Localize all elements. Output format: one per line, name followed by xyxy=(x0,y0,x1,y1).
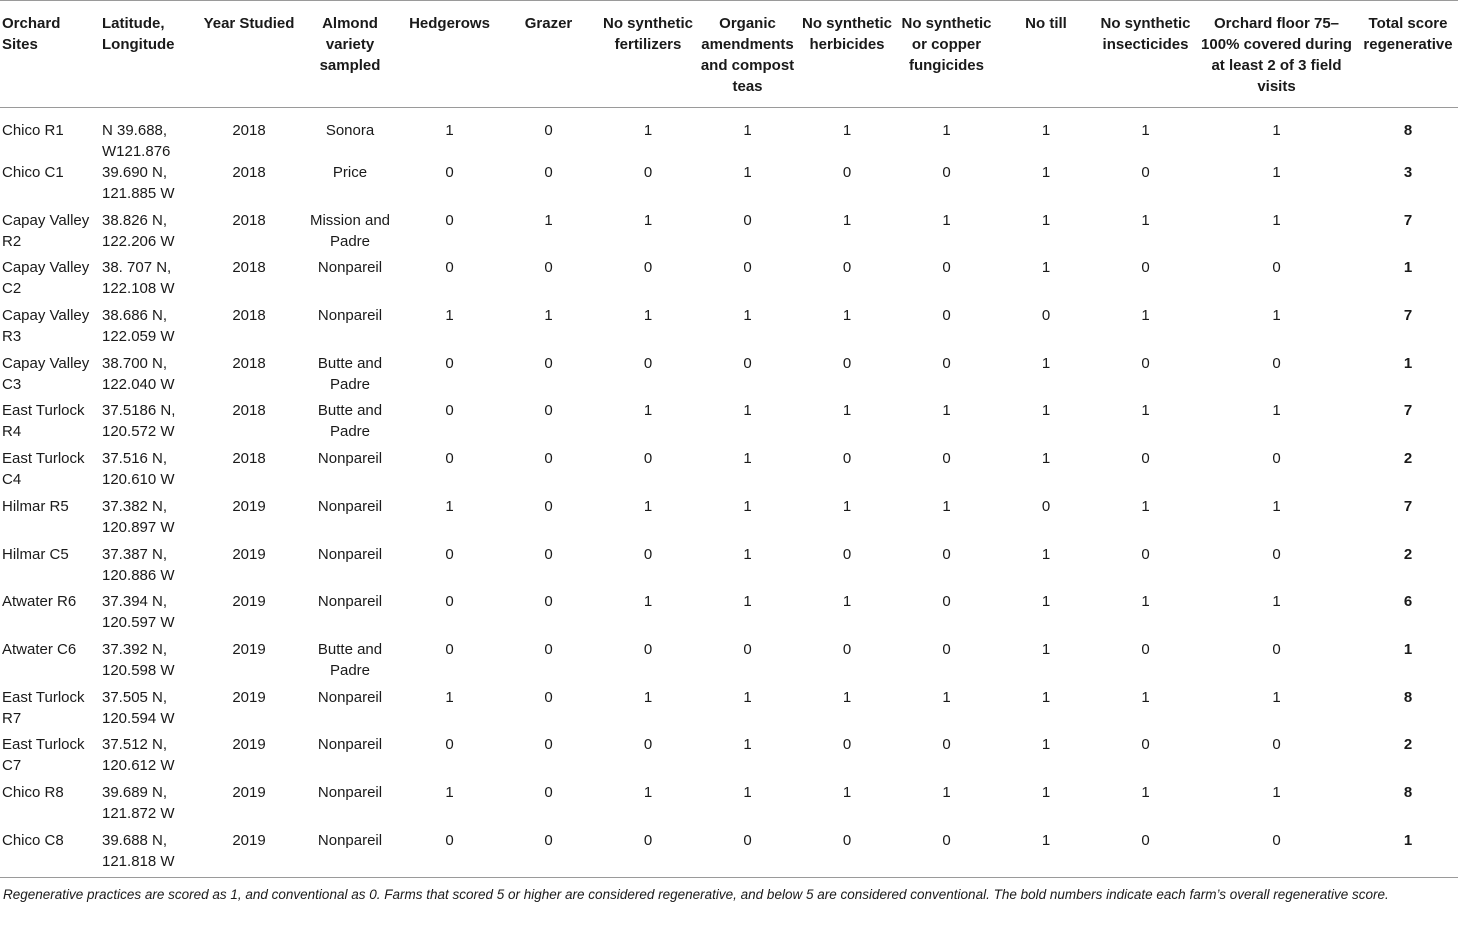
total-score-cell: 6 xyxy=(1403,593,1413,611)
table-cell: 0 xyxy=(942,593,951,611)
table-cell: 0 xyxy=(743,259,752,277)
column-header: Total score regenerative xyxy=(1358,1,1458,108)
table-cell: 0 xyxy=(445,354,454,372)
table-cell: 1 xyxy=(1041,259,1051,277)
table-cell: 1 xyxy=(743,545,752,563)
table-cell: 2019 xyxy=(232,545,266,563)
table-cell: Nonpareil xyxy=(317,450,383,468)
table-cell: 0 xyxy=(445,211,454,229)
table-row xyxy=(0,639,1458,687)
table-cell: 1 xyxy=(842,593,852,611)
total-score-cell: 7 xyxy=(1403,497,1413,515)
table-cell: 1 xyxy=(1041,402,1051,420)
table-cell: 1 xyxy=(1272,497,1281,515)
table-cell: 1 xyxy=(743,307,752,325)
table-cell: 1 xyxy=(743,164,752,181)
table-cell: 1 xyxy=(1141,122,1150,139)
table-cell: 37.5186 N, 120.572 W xyxy=(102,402,176,441)
column-header: Orchard floor 75–100% covered during at least 2 of 3 field visits xyxy=(1195,1,1358,108)
table-cell: 1 xyxy=(1141,307,1150,325)
table-header xyxy=(0,1,1458,108)
table-cell: N 39.688, W121.876 xyxy=(102,122,171,160)
table-cell: 0 xyxy=(643,640,653,658)
table-cell: 2019 xyxy=(198,830,300,878)
table-cell: 0 xyxy=(942,354,951,372)
table-cell: 0 xyxy=(1141,545,1150,563)
table-cell: Nonpareil xyxy=(317,593,383,611)
table-row xyxy=(0,400,1458,448)
table-cell: 0 xyxy=(643,736,653,754)
total-score-cell: 7 xyxy=(1403,402,1413,420)
table-cell: Nonpareil xyxy=(317,688,383,706)
table-cell: 0 xyxy=(1272,450,1281,468)
table-cell: 2018 xyxy=(232,211,266,229)
table-cell: 0 xyxy=(544,122,553,139)
table-cell: 2018 xyxy=(232,259,266,277)
table-cell: 0 xyxy=(1141,354,1150,372)
column-header: Latitude, Longitude xyxy=(100,1,198,108)
table-cell: 1 xyxy=(445,497,454,515)
total-score-cell: 3 xyxy=(1403,164,1413,181)
table-cell: 37.392 N, 120.598 W xyxy=(102,640,175,679)
site-cell: East Turlock R7 xyxy=(2,688,85,727)
table-cell: 39.690 N, 121.885 W xyxy=(102,164,175,202)
table-cell: 0 xyxy=(643,354,653,372)
table-cell: 1 xyxy=(743,593,752,611)
column-header: Grazer xyxy=(499,1,598,108)
table-row xyxy=(0,305,1458,353)
table-cell: 1 xyxy=(544,307,553,325)
table-cell: 1 xyxy=(1041,736,1051,754)
table-cell: 1 xyxy=(445,307,454,325)
table-cell: 0 xyxy=(842,736,852,754)
table-cell: Butte and Padre xyxy=(317,640,383,679)
table-cell: 0 xyxy=(1272,736,1281,754)
site-cell: Capay Valley R2 xyxy=(2,211,90,250)
table-cell: Nonpareil xyxy=(317,736,383,754)
site-cell: Capay Valley C3 xyxy=(2,354,90,393)
total-score-cell: 1 xyxy=(1358,830,1458,878)
total-score-cell: 1 xyxy=(1403,354,1413,372)
table-cell: 1 xyxy=(996,830,1096,878)
table-cell: 0 xyxy=(1141,450,1150,468)
table-cell: Nonpareil xyxy=(317,545,383,563)
site-cell: Chico R1 xyxy=(2,122,64,139)
table-cell: Sonora xyxy=(325,122,375,139)
table-cell: Nonpareil xyxy=(300,830,400,878)
table-body xyxy=(0,108,1458,878)
table-cell: 1 xyxy=(1272,402,1281,420)
table-cell: 0 xyxy=(544,354,553,372)
table-cell: 1 xyxy=(1272,783,1281,801)
table-cell: 0 xyxy=(445,450,454,468)
table-cell: 0 xyxy=(1141,259,1150,277)
table-cell: 1 xyxy=(942,122,951,139)
table-cell: 2019 xyxy=(232,640,266,658)
table-cell: 0 xyxy=(445,259,454,277)
table-cell: 0 xyxy=(897,830,996,878)
table-cell: 0 xyxy=(544,164,553,181)
table-cell: 1 xyxy=(1272,593,1281,611)
table-row xyxy=(0,544,1458,592)
table-cell: 1 xyxy=(1041,450,1051,468)
column-header: Orchard Sites xyxy=(0,1,100,108)
table-cell: 1 xyxy=(1141,211,1150,229)
total-score-cell: 8 xyxy=(1403,688,1413,706)
table-cell: 1 xyxy=(445,688,454,706)
site-cell: East Turlock C4 xyxy=(2,450,85,489)
site-cell: Atwater R6 xyxy=(2,593,77,611)
table-row xyxy=(0,496,1458,544)
site-cell: Chico R8 xyxy=(2,783,64,801)
table-cell: 1 xyxy=(1141,402,1150,420)
column-header: No till xyxy=(996,1,1096,108)
table-cell: 0 xyxy=(445,545,454,563)
table-row xyxy=(0,782,1458,830)
table-cell: 1 xyxy=(643,402,653,420)
table-cell: 2018 xyxy=(232,354,266,372)
table-cell: 0 xyxy=(643,164,653,181)
table-cell: Mission and Padre xyxy=(309,211,391,250)
site-cell: Hilmar R5 xyxy=(2,497,69,515)
table-cell: 0 xyxy=(942,164,951,181)
table-cell: 1 xyxy=(1041,783,1051,801)
total-score-cell: 7 xyxy=(1403,211,1413,229)
table-cell: 0 xyxy=(499,830,598,878)
table-cell: 2018 xyxy=(232,307,266,325)
table-cell: 1 xyxy=(842,211,852,229)
table-cell: 38.700 N, 122.040 W xyxy=(102,354,175,393)
total-score-cell: 8 xyxy=(1403,783,1413,801)
table-cell: 39.688 N, 121.818 W xyxy=(100,830,198,878)
table-cell: 1 xyxy=(842,402,852,420)
table-cell: 38.826 N, 122.206 W xyxy=(102,211,175,250)
table-cell: 0 xyxy=(698,830,797,878)
table-cell: 38. 707 N, 122.108 W xyxy=(102,259,175,298)
table-cell: 0 xyxy=(445,593,454,611)
total-score-cell: 1 xyxy=(1403,259,1413,277)
table-cell: Nonpareil xyxy=(317,497,383,515)
table-cell: 0 xyxy=(544,736,553,754)
table-cell: 1 xyxy=(445,122,454,139)
table-cell: 1 xyxy=(1272,164,1281,181)
table-cell: 2019 xyxy=(232,688,266,706)
table-cell: 1 xyxy=(842,122,852,139)
table-cell: 0 xyxy=(842,640,852,658)
table-cell: 0 xyxy=(544,497,553,515)
table-cell: Nonpareil xyxy=(317,259,383,277)
table-cell: 1 xyxy=(643,211,653,229)
table-cell: 1 xyxy=(1041,354,1051,372)
table-cell: 0 xyxy=(1195,830,1358,878)
table-cell: 1 xyxy=(1272,688,1281,706)
table-cell: 0 xyxy=(643,259,653,277)
table-row xyxy=(0,687,1458,735)
table-cell: 0 xyxy=(1141,736,1150,754)
table-cell: 2018 xyxy=(232,450,266,468)
table-cell: 1 xyxy=(1041,640,1051,658)
table-cell: 0 xyxy=(842,450,852,468)
total-score-cell: 7 xyxy=(1403,307,1413,325)
table-cell: 0 xyxy=(1141,640,1150,658)
table-cell: 1 xyxy=(643,497,653,515)
table-cell: 0 xyxy=(942,259,951,277)
table-cell: 0 xyxy=(942,736,951,754)
table-cell: 2019 xyxy=(232,783,266,801)
site-cell: Chico C8 xyxy=(0,830,100,878)
table-cell: 0 xyxy=(942,545,951,563)
table-cell: Butte and Padre xyxy=(317,402,383,441)
table-cell: 1 xyxy=(1141,783,1150,801)
table-cell: 37.394 N, 120.597 W xyxy=(102,593,175,632)
table-row xyxy=(0,830,1458,878)
table-cell: 0 xyxy=(643,545,653,563)
table-cell: 1 xyxy=(942,688,951,706)
column-header: No synthetic insecticides xyxy=(1096,1,1195,108)
table-cell: 2018 xyxy=(232,164,266,181)
table-cell: 1 xyxy=(942,783,951,801)
table-cell: 1 xyxy=(1041,122,1051,139)
table-cell: 0 xyxy=(842,354,852,372)
table-cell: 1 xyxy=(842,783,852,801)
table-cell: 1 xyxy=(1272,211,1281,229)
table-row xyxy=(0,108,1458,163)
total-score-cell: 8 xyxy=(1403,122,1413,139)
table-cell: 0 xyxy=(544,402,553,420)
table-cell: 0 xyxy=(1141,164,1150,181)
table-cell: 0 xyxy=(1041,497,1051,515)
table-cell: 0 xyxy=(1041,307,1051,325)
table-cell: 1 xyxy=(1041,545,1051,563)
table-cell: 0 xyxy=(842,545,852,563)
table-cell: 0 xyxy=(400,830,499,878)
table-cell: 0 xyxy=(1272,545,1281,563)
table-cell: 1 xyxy=(743,497,752,515)
table-cell: 0 xyxy=(445,736,454,754)
table-cell: 1 xyxy=(1272,307,1281,325)
table-cell: 0 xyxy=(842,164,852,181)
total-score-cell: 2 xyxy=(1403,545,1413,563)
table-cell: 37.516 N, 120.610 W xyxy=(102,450,175,489)
table-cell: 0 xyxy=(544,688,553,706)
table-cell: 1 xyxy=(743,783,752,801)
column-header: Organic amendments and compost teas xyxy=(698,1,797,108)
table-cell: 1 xyxy=(1041,164,1051,181)
table-cell: 1 xyxy=(445,783,454,801)
table-cell: 1 xyxy=(1141,688,1150,706)
table-row xyxy=(0,448,1458,496)
table-cell: 0 xyxy=(942,307,951,325)
column-header: No synthetic herbicides xyxy=(797,1,897,108)
column-header: No synthetic or copper fungicides xyxy=(897,1,996,108)
total-score-cell: 2 xyxy=(1403,736,1413,754)
table-cell: Butte and Padre xyxy=(317,354,383,393)
table-cell: 37.382 N, 120.897 W xyxy=(102,497,175,536)
site-cell: East Turlock C7 xyxy=(2,736,85,775)
table-cell: 1 xyxy=(643,593,653,611)
table-cell: 0 xyxy=(1272,259,1281,277)
table-cell: 0 xyxy=(743,354,752,372)
table-cell: 1 xyxy=(942,402,951,420)
column-header: Hedgerows xyxy=(400,1,499,108)
table-cell: 0 xyxy=(1272,354,1281,372)
table-cell: 1 xyxy=(1141,593,1150,611)
table-cell: 37.512 N, 120.612 W xyxy=(102,736,175,775)
table-cell: 1 xyxy=(942,497,951,515)
table-row xyxy=(0,162,1458,210)
table-cell: 0 xyxy=(544,593,553,611)
total-score-cell: 2 xyxy=(1403,450,1413,468)
table-cell: 0 xyxy=(942,450,951,468)
table-cell: 2018 xyxy=(232,402,266,420)
table-cell: 0 xyxy=(544,450,553,468)
column-header: Year Studied xyxy=(198,1,300,108)
table-cell: 1 xyxy=(743,402,752,420)
table-cell: 2019 xyxy=(232,736,266,754)
table-cell: 1 xyxy=(942,211,951,229)
table-cell: 0 xyxy=(544,640,553,658)
column-header: Almond variety sampled xyxy=(300,1,400,108)
table-row xyxy=(0,210,1458,258)
table-cell: 1 xyxy=(643,783,653,801)
table-cell: 2018 xyxy=(232,122,266,139)
table-cell: 0 xyxy=(544,259,553,277)
table-cell: 1 xyxy=(842,688,852,706)
table-cell: 1 xyxy=(643,688,653,706)
table-cell: 1 xyxy=(1041,593,1051,611)
table-cell: Nonpareil xyxy=(317,307,383,325)
table-cell: 0 xyxy=(445,402,454,420)
header-row xyxy=(0,1,1458,108)
site-cell: Hilmar C5 xyxy=(2,545,69,563)
site-cell: Capay Valley C2 xyxy=(2,259,90,298)
table-cell: 37.387 N, 120.886 W xyxy=(102,545,175,584)
table-cell: 0 xyxy=(1096,830,1195,878)
table-cell: 0 xyxy=(1272,640,1281,658)
table-cell: 1 xyxy=(743,450,752,468)
table-cell: 0 xyxy=(942,640,951,658)
table-cell: 38.686 N, 122.059 W xyxy=(102,307,175,346)
site-cell: Chico C1 xyxy=(2,164,64,181)
table-cell: 37.505 N, 120.594 W xyxy=(102,688,175,727)
table-cell: 1 xyxy=(743,122,752,139)
table-cell: 0 xyxy=(743,211,752,229)
table-cell: 39.689 N, 121.872 W xyxy=(102,783,175,822)
table-footnote: Regenerative practices are scored as 1, and conventional as 0. Farms that scored 5 or higher are considered regenerative, and below 5 are considered conventional. The bold numbers indicate each farm’s overall regenerative score. xyxy=(3,887,1389,903)
table-cell: 1 xyxy=(1041,688,1051,706)
table-cell: 1 xyxy=(1141,497,1150,515)
table-row xyxy=(0,734,1458,782)
table-row xyxy=(0,353,1458,401)
table-cell: Price xyxy=(332,164,368,181)
table-cell: 1 xyxy=(1272,122,1281,139)
table-cell: 1 xyxy=(743,736,752,754)
table-cell: 1 xyxy=(643,122,653,139)
table-cell: 2019 xyxy=(232,593,266,611)
table-cell: 2019 xyxy=(232,497,266,515)
table-cell: 0 xyxy=(797,830,897,878)
table-row xyxy=(0,591,1458,639)
site-cell: East Turlock R4 xyxy=(2,402,85,441)
table-cell: 1 xyxy=(544,211,553,229)
table-cell: 0 xyxy=(842,259,852,277)
table-row xyxy=(0,257,1458,305)
site-cell: Capay Valley R3 xyxy=(2,307,90,346)
table-cell: 0 xyxy=(598,830,698,878)
table-cell: 0 xyxy=(445,164,454,181)
column-header: No synthetic fertilizers xyxy=(598,1,698,108)
table-cell: 0 xyxy=(544,783,553,801)
table-cell: 1 xyxy=(842,307,852,325)
table-cell: 0 xyxy=(544,545,553,563)
table-cell: 1 xyxy=(1041,211,1051,229)
table-cell: Nonpareil xyxy=(317,783,383,801)
table-cell: 1 xyxy=(743,688,752,706)
total-score-cell: 1 xyxy=(1403,640,1413,658)
table-cell: 0 xyxy=(643,450,653,468)
table-cell: 0 xyxy=(445,640,454,658)
table-cell: 1 xyxy=(842,497,852,515)
table-cell: 0 xyxy=(743,640,752,658)
table-cell: 1 xyxy=(643,307,653,325)
site-cell: Atwater C6 xyxy=(2,640,77,658)
